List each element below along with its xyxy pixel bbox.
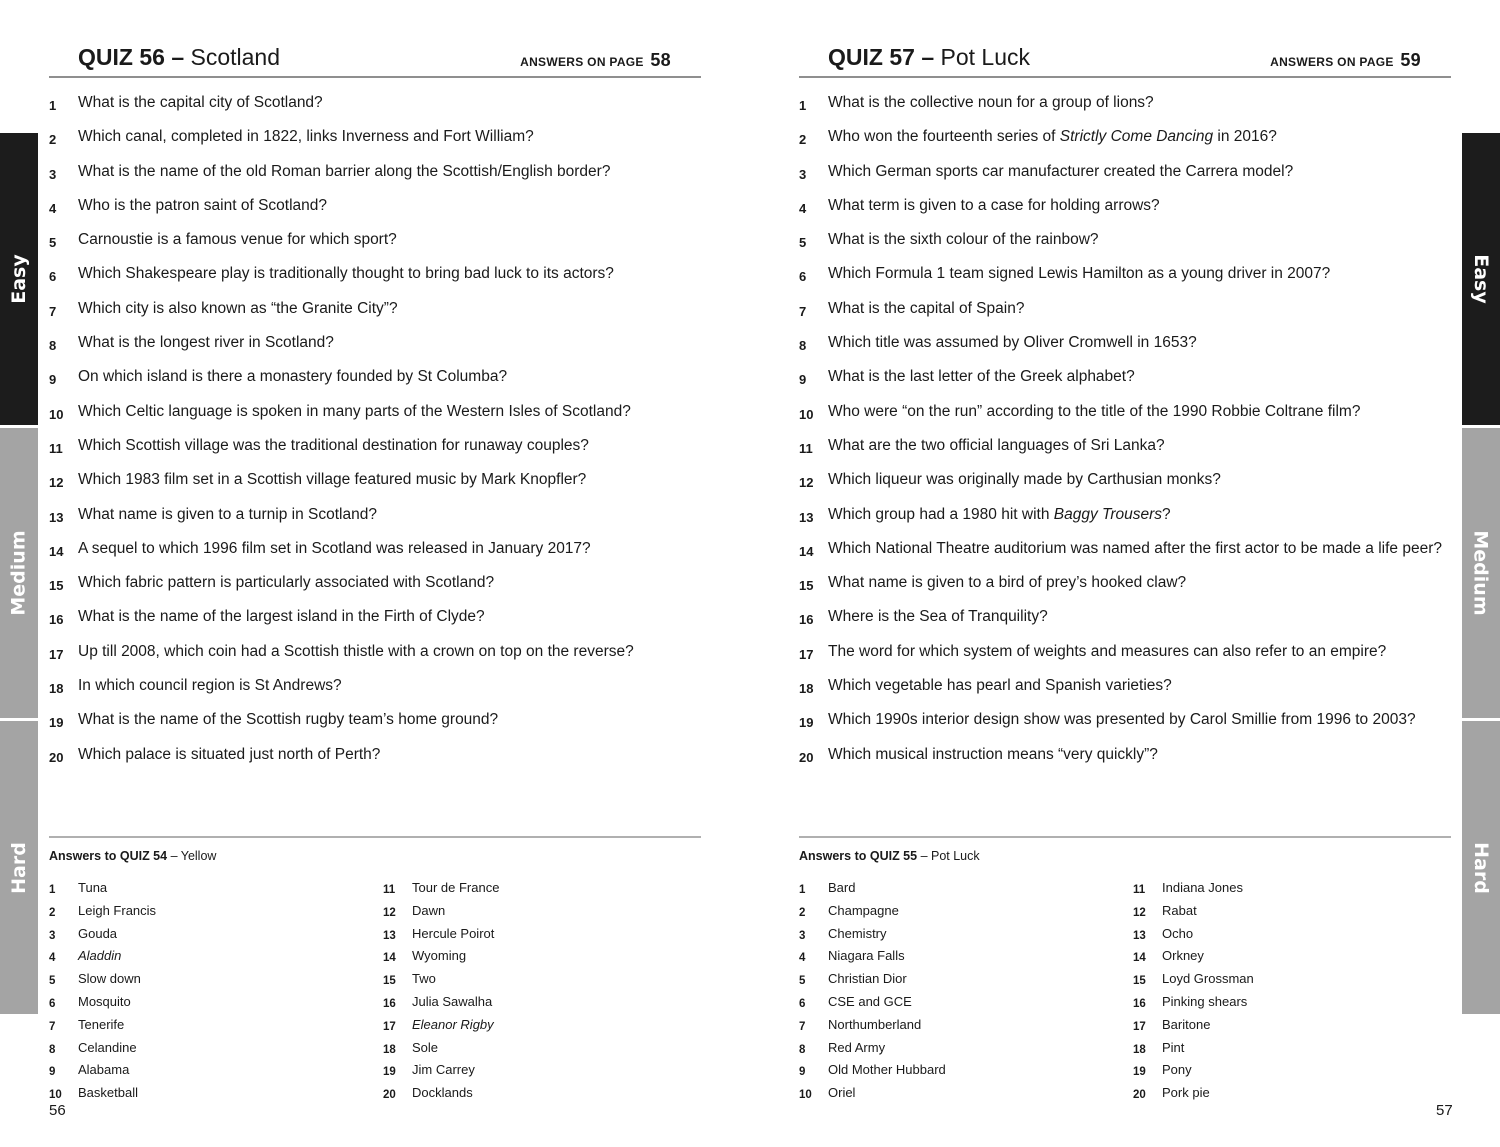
answer-item	[1133, 969, 1254, 992]
answer-text: Christian Dior	[828, 971, 907, 987]
quiz-header	[799, 40, 1451, 78]
question-list	[799, 92, 1459, 778]
quiz-number: QUIZ 57	[828, 44, 915, 70]
answer-number: 1	[49, 884, 56, 896]
title-dash: –	[921, 44, 935, 70]
answer-text: CSE and GCE	[828, 993, 912, 1009]
answer-item	[383, 1038, 499, 1061]
answer-text: Two	[412, 971, 436, 987]
answer-text: Baritone	[1162, 1016, 1211, 1032]
answer-text: Dawn	[412, 902, 446, 918]
question-text: What is the collective noun for a group of lions?	[828, 94, 1154, 111]
answer-text: Pinking shears	[1162, 993, 1248, 1009]
answer-text: Chemistry	[828, 925, 887, 941]
quiz-title	[828, 44, 1030, 71]
question-number: 1	[799, 98, 807, 113]
question-text: What is the last letter of the Greek alphabet?	[828, 368, 1135, 386]
answer-number: 13	[1133, 929, 1146, 942]
quiz-topic: Pot Luck	[940, 44, 1030, 70]
answer-number: 14	[1133, 952, 1146, 965]
answer-number: 4	[799, 952, 806, 965]
answers-heading-topic: – Pot Luck	[917, 849, 980, 863]
question-text: What is the longest river in Scotland?	[78, 334, 334, 352]
question-text: Which Shakespeare play is traditionally thought to bring bad luck to its actors?	[78, 265, 614, 283]
answer-text: Eleanor Rigby	[412, 1016, 494, 1032]
question-text: On which island is there a monastery founded by St Columba?	[78, 368, 508, 386]
question-text: What is the name of the Scottish rugby team’s home ground?	[78, 711, 499, 729]
question-item	[799, 641, 1459, 665]
answer-text: Champagne	[828, 902, 899, 918]
question-text: Which German sports car manufacturer created the Carrera model?	[828, 162, 1294, 180]
answer-item	[383, 901, 499, 924]
question-number: 4	[799, 200, 807, 216]
question-item	[799, 572, 1459, 596]
answer-number: 2	[799, 906, 806, 919]
answer-number: 7	[49, 1020, 56, 1033]
answer-number: 20	[383, 1089, 396, 1102]
question-item	[49, 744, 709, 768]
answer-number: 1	[799, 884, 806, 896]
answers-column-2	[383, 878, 499, 1106]
answer-text: Slow down	[78, 971, 141, 987]
question-item	[799, 126, 1459, 150]
question-text: Which Scottish village was the traditional destination for runaway couples?	[78, 436, 589, 454]
question-number: 3	[799, 166, 807, 182]
answer-number: 8	[49, 1043, 56, 1056]
question-item	[799, 435, 1459, 459]
answer-item	[799, 1038, 946, 1061]
medium-section-tab	[0, 428, 38, 718]
answers-heading	[49, 849, 216, 863]
question-item	[799, 263, 1459, 287]
question-number: 9	[799, 372, 807, 388]
answer-text: Tuna	[78, 880, 108, 895]
question-text: Who is the patron saint of Scotland?	[78, 196, 328, 214]
question-text: Where is the Sea of Tranquility?	[828, 608, 1048, 626]
answer-item	[383, 969, 499, 992]
hard-section-tab	[1462, 721, 1500, 1014]
answer-number: 15	[1133, 975, 1146, 988]
question-item	[49, 504, 709, 528]
question-text: Which liqueur was originally made by Carthusian monks?	[828, 471, 1221, 489]
medium-section-tab	[1462, 428, 1500, 718]
quiz-number: QUIZ 56	[78, 44, 165, 70]
answers-reference	[1270, 50, 1421, 71]
question-number: 7	[799, 303, 807, 319]
answer-number: 3	[49, 929, 56, 942]
question-item	[799, 366, 1459, 390]
answers-column-2	[1133, 878, 1254, 1106]
answer-number: 4	[49, 952, 56, 965]
question-number: 17	[799, 646, 814, 662]
question-text: What term is given to a case for holding arrows?	[828, 196, 1160, 214]
question-number: 6	[49, 269, 57, 285]
question-text-title: Strictly Come Dancing	[1059, 128, 1214, 146]
answer-text: Oriel	[828, 1085, 856, 1101]
question-number: 11	[49, 440, 63, 456]
hard-tab-label: Hard	[8, 841, 31, 894]
question-text: Which National Theatre auditorium was named after the first actor to be made a life peer?	[828, 539, 1442, 557]
question-number: 17	[49, 646, 64, 662]
answer-item	[383, 992, 499, 1015]
question-item	[49, 469, 709, 493]
question-text	[828, 126, 1459, 150]
answer-number: 13	[383, 929, 396, 942]
hard-section-tab	[0, 721, 38, 1014]
answer-text: Tour de France	[412, 880, 500, 895]
answer-number: 7	[799, 1020, 806, 1033]
title-dash: –	[171, 44, 185, 70]
question-number: 20	[49, 749, 64, 765]
question-text: What name is given to a bird of prey’s hooked claw?	[828, 574, 1187, 592]
answer-item	[799, 924, 946, 947]
question-number: 19	[49, 715, 64, 731]
answer-text: Julia Sawalha	[412, 993, 493, 1009]
answer-item	[49, 1038, 156, 1061]
answers-column-1	[799, 878, 946, 1106]
answer-number: 8	[799, 1043, 806, 1056]
question-item	[49, 606, 709, 630]
answer-number: 15	[383, 975, 396, 988]
answers-heading-quiz: Answers to QUIZ 55	[799, 849, 918, 863]
answer-number: 5	[49, 975, 56, 988]
question-number: 15	[49, 578, 64, 594]
answer-number: 9	[799, 1066, 806, 1079]
question-text: Which city is also known as “the Granite City”?	[78, 299, 398, 317]
answers-heading-quiz: Answers to QUIZ 54	[49, 849, 168, 863]
question-item	[49, 366, 709, 390]
question-item	[799, 195, 1459, 219]
question-number: 13	[49, 509, 64, 525]
question-item	[49, 229, 709, 253]
answer-text: Sole	[412, 1039, 439, 1055]
answers-heading-topic: – Yellow	[167, 849, 217, 863]
answer-item	[49, 946, 156, 969]
question-number: 10	[49, 406, 64, 422]
answer-text: Gouda	[78, 925, 118, 941]
question-item	[49, 195, 709, 219]
answer-item	[49, 878, 156, 901]
answer-text: Bard	[828, 880, 856, 895]
question-number: 7	[49, 303, 57, 319]
answer-item	[799, 969, 946, 992]
question-number: 6	[799, 269, 807, 285]
answer-text: Rabat	[1162, 902, 1197, 918]
question-number: 19	[799, 715, 814, 731]
question-number: 13	[799, 509, 814, 525]
question-item	[49, 263, 709, 287]
answer-number: 11	[1133, 884, 1146, 896]
answer-number: 18	[1133, 1043, 1146, 1056]
hard-tab-label: Hard	[1470, 841, 1493, 894]
answer-number: 19	[1133, 1066, 1146, 1079]
answer-number: 17	[1133, 1020, 1146, 1033]
question-number: 2	[799, 132, 807, 148]
question-item	[49, 675, 709, 699]
answers-page-number: 58	[650, 50, 671, 70]
answer-item	[1133, 901, 1254, 924]
answers-reference	[520, 50, 671, 71]
answer-number: 11	[383, 884, 396, 896]
question-number: 11	[799, 440, 813, 456]
question-text: Carnoustie is a famous venue for which sport?	[78, 231, 397, 249]
question-text	[828, 504, 1459, 528]
question-text: The word for which system of weights and measures can also refer to an empire?	[828, 642, 1387, 660]
answer-item	[1133, 924, 1254, 947]
answer-item	[49, 924, 156, 947]
answer-item	[1133, 1038, 1254, 1061]
question-item	[799, 744, 1459, 768]
answer-number: 17	[383, 1020, 396, 1033]
question-number: 18	[49, 681, 64, 697]
question-item	[49, 435, 709, 459]
answer-text: Red Army	[828, 1039, 886, 1055]
answer-item	[49, 992, 156, 1015]
answers-on-label: ANSWERS ON PAGE	[520, 55, 644, 69]
question-item	[49, 401, 709, 425]
answer-item	[383, 924, 499, 947]
question-item	[799, 401, 1459, 425]
question-item	[799, 606, 1459, 630]
answer-number: 10	[799, 1089, 812, 1102]
question-item	[49, 161, 709, 185]
easy-section-tab	[0, 133, 38, 425]
question-number: 16	[799, 612, 814, 628]
question-item	[799, 469, 1459, 493]
question-item	[49, 572, 709, 596]
question-item	[799, 675, 1459, 699]
answer-number: 2	[49, 906, 56, 919]
answer-number: 6	[49, 997, 56, 1010]
easy-section-tab	[1462, 133, 1500, 425]
question-item	[799, 332, 1459, 356]
answer-text: Niagara Falls	[828, 948, 905, 964]
question-text: Which 1983 film set in a Scottish village featured music by Mark Knopfler?	[78, 471, 587, 489]
answer-number: 14	[383, 952, 396, 965]
right-page	[750, 0, 1500, 1147]
question-text-part: in 2016?	[1213, 128, 1277, 146]
answers-column-1	[49, 878, 156, 1106]
answer-item	[49, 969, 156, 992]
answer-item	[799, 878, 946, 901]
answers-divider	[49, 836, 701, 838]
answer-item	[49, 901, 156, 924]
answer-item	[1133, 1015, 1254, 1038]
answer-number: 16	[1133, 997, 1146, 1010]
answer-number: 16	[383, 997, 396, 1010]
question-text: What is the name of the old Roman barrier along the Scottish/English border?	[78, 162, 611, 180]
answer-text: Loyd Grossman	[1162, 971, 1254, 987]
question-item	[49, 709, 709, 733]
answer-text: Mosquito	[78, 993, 131, 1009]
question-text: Which 1990s interior design show was presented by Carol Smillie from 1996 to 2003?	[828, 711, 1416, 729]
question-text: What are the two official languages of Sri Lanka?	[828, 436, 1165, 454]
question-number: 8	[799, 338, 807, 354]
answer-item	[383, 946, 499, 969]
question-number: 5	[799, 235, 807, 251]
question-text: Which Celtic language is spoken in many parts of the Western Isles of Scotland?	[78, 402, 631, 420]
answers-on-label: ANSWERS ON PAGE	[1270, 55, 1394, 69]
question-text-part: Who won the fourteenth series of	[828, 128, 1060, 146]
question-number: 8	[49, 338, 57, 354]
question-item	[49, 538, 709, 562]
question-number: 12	[49, 475, 64, 491]
question-text: Which Formula 1 team signed Lewis Hamilton as a young driver in 2007?	[828, 265, 1331, 283]
question-text: What is the sixth colour of the rainbow?	[828, 231, 1099, 249]
answer-item	[383, 1083, 499, 1106]
question-number: 3	[49, 166, 57, 182]
medium-tab-label: Medium	[8, 530, 31, 616]
answer-text: Aladdin	[78, 948, 122, 964]
question-text: What is the name of the largest island in the Firth of Clyde?	[78, 608, 485, 626]
answer-item	[49, 1015, 156, 1038]
question-item	[49, 298, 709, 322]
question-number: 4	[49, 200, 57, 216]
question-number: 15	[799, 578, 814, 594]
medium-tab-label: Medium	[1470, 530, 1493, 616]
answer-text: Orkney	[1162, 948, 1204, 964]
answer-item	[799, 901, 946, 924]
quiz-title	[78, 44, 280, 71]
answer-text: Hercule Poirot	[412, 925, 495, 941]
answer-item	[1133, 1083, 1254, 1106]
question-item	[799, 709, 1459, 733]
question-text: What name is given to a turnip in Scotland?	[78, 505, 377, 523]
question-text: What is the capital city of Scotland?	[78, 94, 323, 111]
question-item	[799, 298, 1459, 322]
question-item	[799, 538, 1459, 562]
answer-text: Pony	[1162, 1062, 1192, 1078]
question-number: 16	[49, 612, 64, 628]
answer-item	[383, 878, 499, 901]
answer-text: Celandine	[78, 1039, 137, 1055]
question-text: Up till 2008, which coin had a Scottish thistle with a crown on top on the reverse?	[78, 642, 634, 660]
answer-item	[799, 1083, 946, 1106]
answer-text: Jim Carrey	[412, 1062, 475, 1078]
question-item	[49, 641, 709, 665]
answer-number: 20	[1133, 1089, 1146, 1102]
answer-text: Basketball	[78, 1085, 138, 1101]
answer-text: Pork pie	[1162, 1085, 1210, 1101]
answer-text: Pint	[1162, 1039, 1185, 1055]
answer-text: Alabama	[78, 1062, 130, 1078]
answer-item	[799, 992, 946, 1015]
answers-heading	[799, 849, 980, 863]
question-number: 14	[799, 543, 814, 559]
answer-number: 12	[1133, 906, 1146, 919]
answer-number: 9	[49, 1066, 56, 1079]
answer-number: 12	[383, 906, 396, 919]
question-text: Which vegetable has pearl and Spanish varieties?	[828, 677, 1172, 695]
question-text: Which canal, completed in 1822, links Inverness and Fort William?	[78, 128, 534, 146]
question-number: 18	[799, 681, 814, 697]
question-number: 2	[49, 132, 57, 148]
answer-item	[49, 1060, 156, 1083]
answer-text: Old Mother Hubbard	[828, 1062, 946, 1078]
answer-text: Ocho	[1162, 925, 1194, 941]
answer-text: Docklands	[412, 1085, 473, 1101]
answers-divider	[799, 836, 1451, 838]
question-number: 5	[49, 235, 57, 251]
question-number: 12	[799, 475, 814, 491]
answer-text: Northumberland	[828, 1016, 922, 1032]
answer-item	[1133, 946, 1254, 969]
question-item	[49, 126, 709, 150]
question-text: Which palace is situated just north of Perth?	[78, 745, 381, 763]
question-text: Which fabric pattern is particularly associated with Scotland?	[78, 574, 495, 592]
answer-item	[799, 1015, 946, 1038]
question-list	[49, 92, 709, 778]
easy-tab-label: Easy	[1470, 254, 1492, 304]
question-item	[799, 504, 1459, 528]
answer-number: 6	[799, 997, 806, 1010]
page-number: 56	[49, 1102, 66, 1119]
easy-tab-label: Easy	[8, 254, 30, 304]
answer-item	[1133, 1060, 1254, 1083]
answers-page-number: 59	[1400, 50, 1421, 70]
question-item	[49, 332, 709, 356]
answer-text: Indiana Jones	[1162, 880, 1243, 895]
page-number: 57	[1436, 1102, 1453, 1119]
answer-item	[383, 1060, 499, 1083]
answer-item	[799, 946, 946, 969]
question-item	[799, 229, 1459, 253]
quiz-header	[49, 40, 701, 78]
answer-item	[1133, 878, 1254, 901]
question-number: 1	[49, 98, 57, 113]
question-text-part: ?	[1162, 505, 1171, 523]
question-number: 9	[49, 372, 57, 388]
quiz-topic: Scotland	[190, 44, 281, 70]
answer-number: 3	[799, 929, 806, 942]
question-text-title: Baggy Trousers	[1053, 505, 1163, 523]
question-text: In which council region is St Andrews?	[78, 677, 342, 695]
question-text: Who were “on the run” according to the title of the 1990 Robbie Coltrane film?	[828, 402, 1361, 420]
question-item	[799, 92, 1459, 116]
question-item	[49, 92, 709, 116]
question-number: 14	[49, 543, 64, 559]
answer-item	[383, 1015, 499, 1038]
question-number: 10	[799, 406, 814, 422]
answer-text: Leigh Francis	[78, 902, 157, 918]
question-text: Which title was assumed by Oliver Cromwell in 1653?	[828, 334, 1197, 352]
answer-text: Tenerife	[78, 1016, 125, 1032]
answer-item	[799, 1060, 946, 1083]
answer-number: 10	[49, 1089, 62, 1102]
question-item	[799, 161, 1459, 185]
question-number: 20	[799, 749, 814, 765]
answer-text: Wyoming	[412, 948, 467, 964]
question-text: Which musical instruction means “very quickly”?	[828, 745, 1158, 763]
answer-number: 19	[383, 1066, 396, 1079]
question-text: A sequel to which 1996 film set in Scotland was released in January 2017?	[78, 539, 591, 557]
answer-number: 5	[799, 975, 806, 988]
answer-item	[1133, 992, 1254, 1015]
question-text-part: Which group had a 1980 hit with	[828, 505, 1054, 523]
question-text: What is the capital of Spain?	[828, 299, 1025, 317]
answer-number: 18	[383, 1043, 396, 1056]
